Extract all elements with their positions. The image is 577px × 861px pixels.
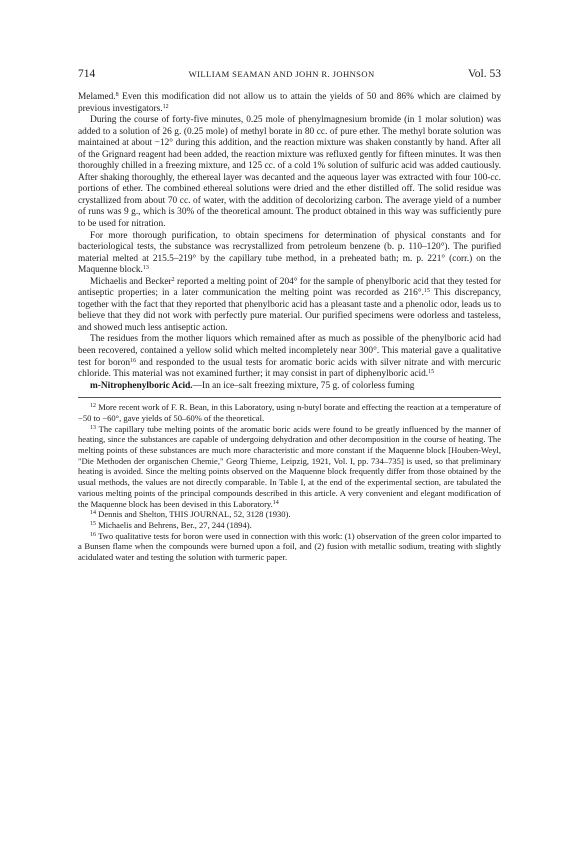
volume-label: Vol. 53 [467, 68, 501, 80]
footnote-rule [78, 397, 501, 398]
section-heading-paragraph: m-Nitrophenylboric Acid.—In an ice–salt freezing mixture, 75 g. of colorless fuming [90, 380, 415, 391]
paragraph: Michaelis and Becker$^2$ reported a melting point of 204° for the sample of phenylboric acid that they tested for antiseptic properties; in a later communication the melting point was recorded as 216°.$^{15}$ This discrepancy, together with the fact that they reported that phenylboric acid has a pleasant taste and a phenolic odor, leads us to believe that they did not work with perfectly pure material. Our purified specimens were odorless and tasteless, and showed much less antiseptic action. [78, 276, 502, 333]
footnote: $^{15}$ Michaelis and Behrens, Ber., 27, 244 (1894). [90, 519, 252, 530]
footnote: $^{13}$ The capillary tube melting points of the aromatic boric acids were found to be greatly influenced by the manner of heating, since the substances are capable of undergoing dehydration and other decomposition in the course of heating. The melting points of these substances are much more characteristic and more constant if the Maquenne block [Houben-Weyl, "Die Methoden der organischen Chemie," Georg Thieme, Leipzig, 1921, Vol. I, pp. 734–735] is used, so that preliminary heating is avoided. Since the melting points observed on the Maquenne block frequently differ from those obtained by the usual methods, the values are not directly comparable. In Table I, at the end of the experimental section, are tabulated the various melting points of the principal compounds described in this article. A very convenient and elegant modification of the Maquenne block has been devised in this Laboratory.$^{14}$ [78, 423, 501, 509]
footnotes [78, 402, 501, 563]
body-text [78, 92, 501, 392]
paragraph: For more thorough purification, to obtain specimens for determination of physical constants and for bacteriological tests, the substance was recrystallized from petroleum benzene (b. p. 110–120°). The purified material melted at 215.5–219° by the capillary tube method, in a preheated bath; m. p. 221° (corr.) on the Maquenne block.$^{13}$ [78, 230, 501, 276]
paragraph: Melamed.$^8$ Even this modification did not allow us to attain the yields of 50 and 86% which are claimed by previous investigators.$^{12}$ [78, 92, 501, 114]
section-heading: m-Nitrophenylboric Acid. [90, 380, 193, 391]
footnote: $^{16}$ Two qualitative tests for boron were used in connection with this work: (1) observation of the green color imparted to a Bunsen flame when the compounds were burned upon a foil, and (2) fusion with metallic sodium, treating with slightly acidulated water and testing the solution with turmeric paper. [78, 530, 502, 563]
running-title: WILLIAM SEAMAN AND JOHN R. JOHNSON [188, 69, 375, 79]
paragraph: The residues from the mother liquors which remained after as much as possible of the phenylboric acid had been recovered, contained a yellow solid which melted incompletely near 300°. This material gave a qualitative test for boron$^{16}$ and responded to the usual tests for aromatic boric acids with silver nitrate and with mercuric chloride. This material was not examined further; it may consist in part of diphenylboric acid.$^{15}$ [78, 334, 501, 380]
page-header [78, 68, 501, 80]
page-number: 714 [78, 68, 96, 80]
paragraph: During the course of forty-five minutes, 0.25 mole of phenylmagnesium bromide (in 1 molar solution) was added to a solution of 26 g. (0.25 mole) of methyl borate in 80 cc. of pure ether. The methyl borate solution was maintained at about −12° during this addition, and the reaction mixture was shaken constantly by hand. After all of the Grignard reagent had been added, the reaction mixture was refluxed gently for fifteen minutes. It was then thoroughly chilled in a freezing mixture, and 125 cc. of a cold 1% solution of sulfuric acid was added cautiously. After shaking thoroughly, the ethereal layer was decanted and the aqueous layer was extracted with four 100-cc. portions of ether. The combined ethereal solutions were dried and the ether distilled off. The solid residue was crystallized from about 70 cc. of water, with the addition of decolorizing carbon. The average yield of a number of runs was 9 g., which is 30% of the theoretical amount. The product obtained in this way was sufficiently pure to be used for nitration. [78, 115, 501, 230]
footnote: $^{14}$ Dennis and Shelton, THIS JOURNAL, 52, 3128 (1930). [90, 509, 291, 520]
footnote: $^{12}$ More recent work of F. R. Bean, in this Laboratory, using n-butyl borate and effecting the reaction at a temperature of −50 to −60°, gave yields of 50–60% of the theoretical. [78, 402, 502, 423]
